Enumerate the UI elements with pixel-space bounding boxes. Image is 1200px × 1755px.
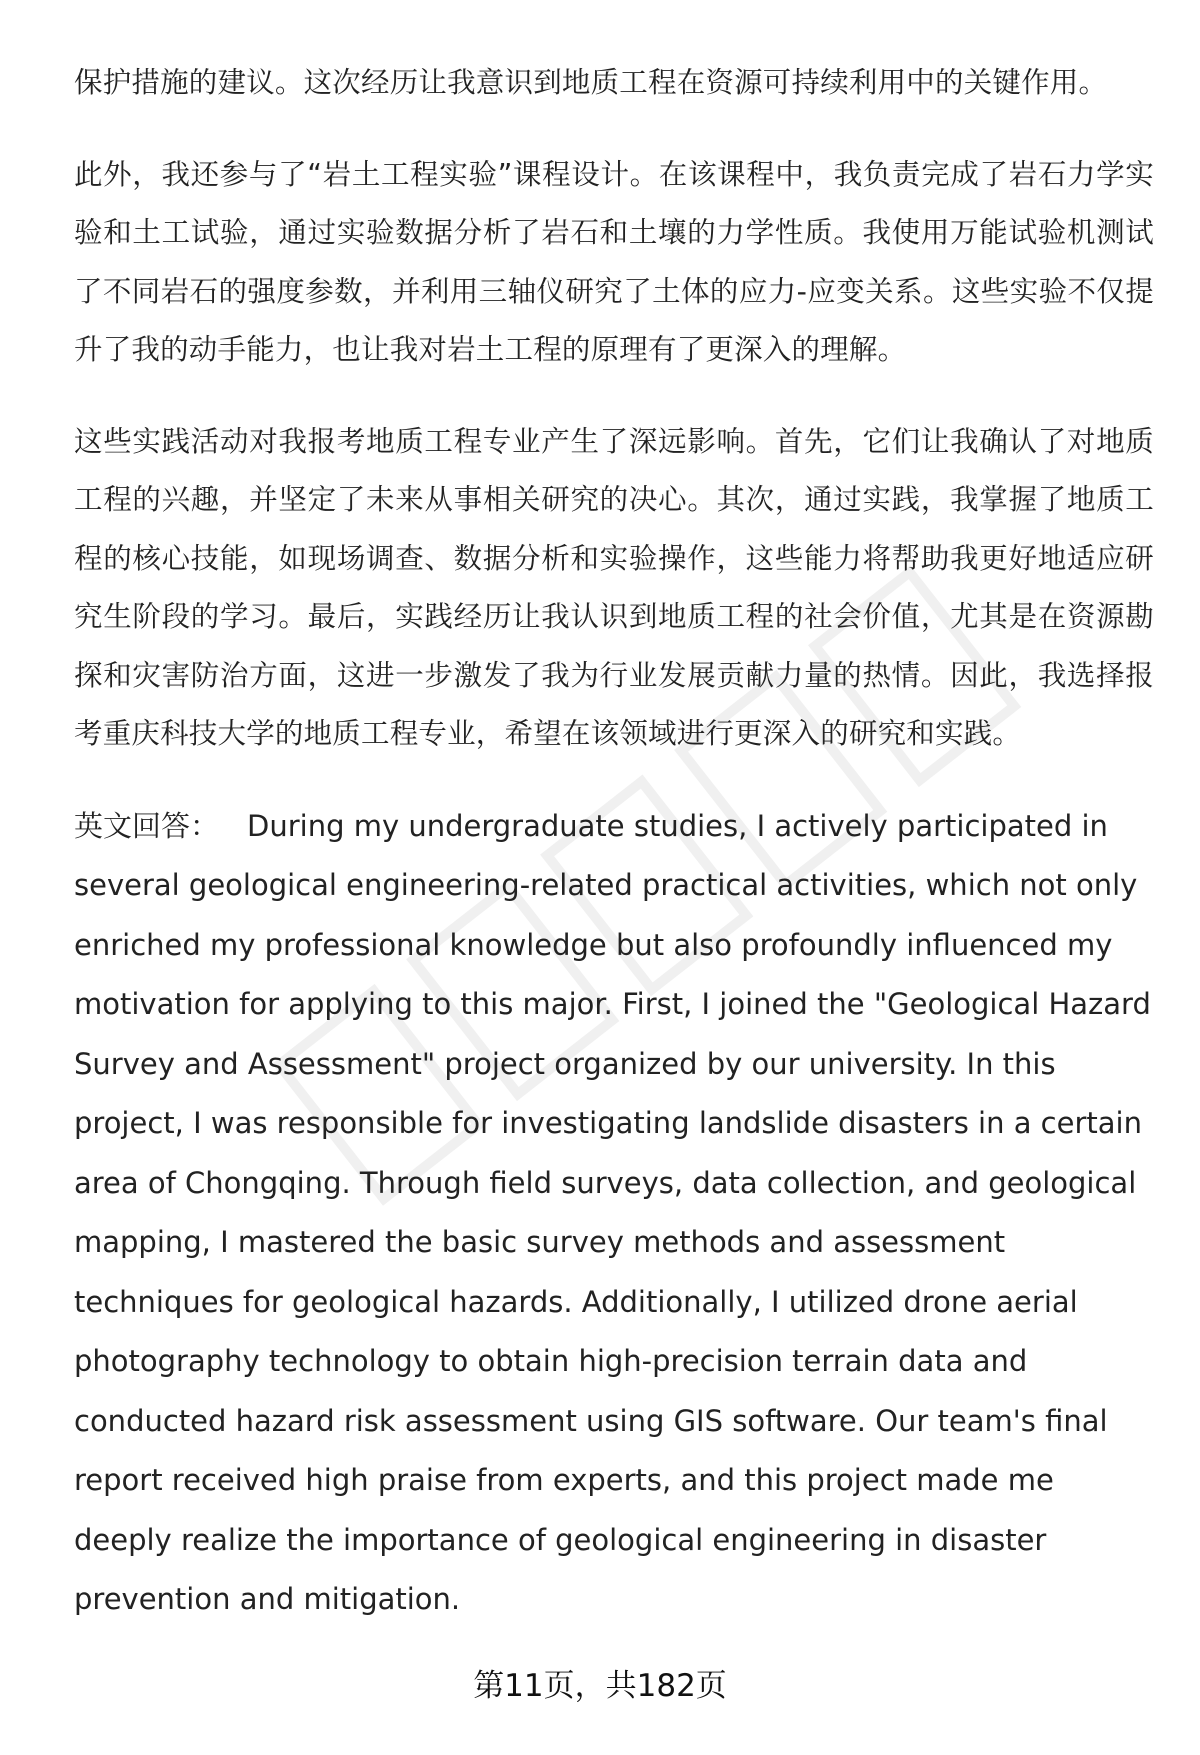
paragraph: 保护措施的建议。这次经历让我意识到地质工程在资源可持续利用中的关键作用。 [74, 66, 1108, 99]
english-answer-text: During my undergraduate studies, I actively participated in several geological engineering-related practical activities, which not only enriched my professional knowledge but also profoundly influenced my motivation for applying to this major. First, I joined the "Geological Hazard Survey and Assessment" project organized by our university. In this project, I was responsible for investigating landslide disasters in a certain area of Chongqing. Through field surveys, data collection, and geological mapping, I mastered the basic survey methods and assessment techniques for geological hazards. Additionally, I utilized drone aerial photography technology to obtain high-precision terrain data and conducted hazard risk assessment using GIS software. Our team's final report received high praise from experts, and this project made me deeply realize the importance of geological engineering in disaster prevention and mitigation. [74, 808, 1151, 1616]
paragraph: 此外，我还参与了“岩土工程实验”课程设计。在该课程中，我负责完成了岩石力学实验和土工试验，通过实验数据分析了岩石和土壤的力学性质。我使用万能试验机测试了不同岩石的强度参数，并利用三轴仪研究了土体的应力-应变关系。这些实验不仅提升了我的动手能力，也让我对岩土工程的原理有了更深入的理解。 [74, 157, 1154, 366]
page-number: 第11页，共182页 [473, 1668, 727, 1704]
english-answer-label: 英文回答： [74, 808, 220, 843]
paragraph: 这些实践活动对我报考地质工程专业产生了深远影响。首先，它们让我确认了对地质工程的兴趣，并坚定了未来从事相关研究的决心。其次，通过实践，我掌握了地质工程的核心技能，如现场调查、数据分析和实验操作，这些能力将帮助我更好地适应研究生阶段的学习。最后，实践经历让我认识到地质工程的社会价值，尤其是在资源勘探和灾害防治方面，这进一步激发了我为行业发展贡献力量的热情。因此，我选择报考重庆科技大学的地质工程专业，希望在该领域进行更深入的研究和实践。 [74, 424, 1154, 750]
document-body [74, 54, 1154, 1630]
english-answer-paragraph [74, 797, 1154, 1630]
